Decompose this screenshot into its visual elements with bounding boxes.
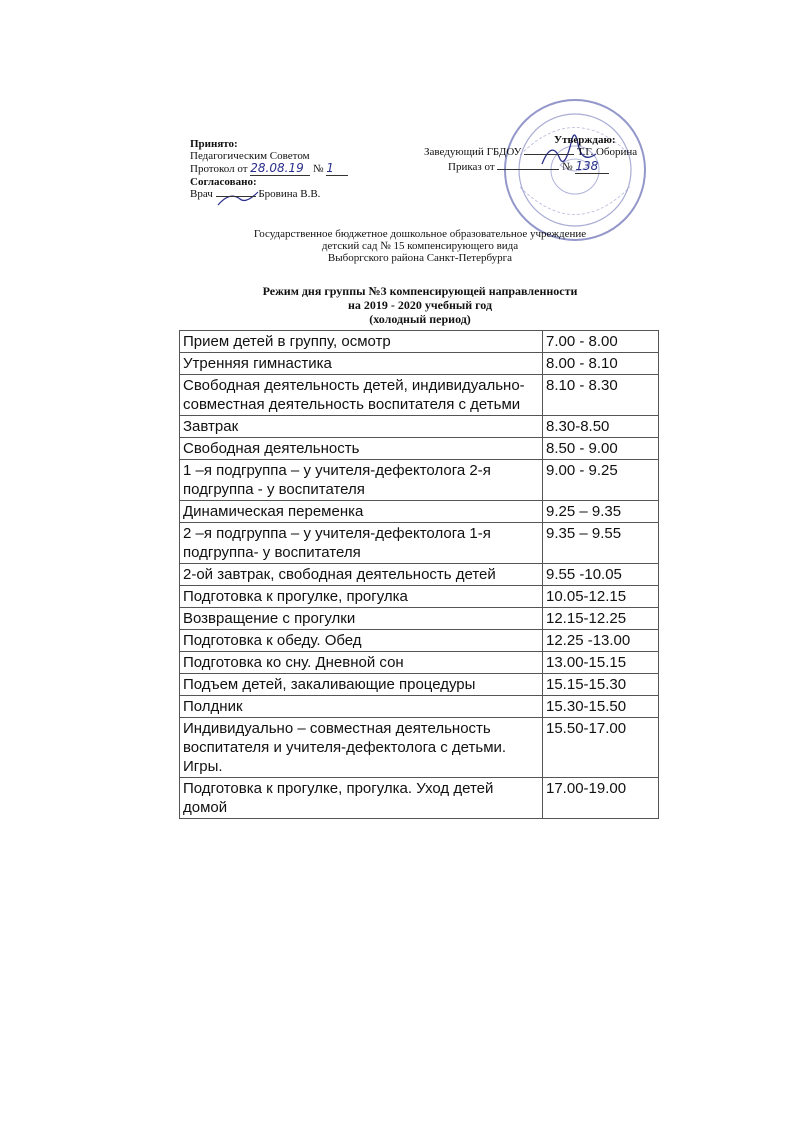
- table-row: [180, 523, 659, 564]
- table-row: [180, 674, 659, 696]
- title-line-1: Режим дня группы №3 компенсирующей направленности: [262, 284, 578, 298]
- head-signature-line: [524, 154, 574, 155]
- time-cell: 9.00 - 9.25: [543, 460, 659, 501]
- approve-label: Утверждаю:: [554, 134, 616, 146]
- time-cell: 13.00-15.15: [543, 652, 659, 674]
- institution-line-2: детский сад № 15 компенсирующего вида: [321, 240, 519, 252]
- time-cell: 15.50-17.00: [543, 718, 659, 778]
- order-date-line: [497, 169, 559, 170]
- activity-cell: Завтрак: [180, 416, 543, 438]
- activity-cell: Свободная деятельность детей, индивидуально-совместная деятельность воспитателя с детьми: [180, 375, 543, 416]
- activity-cell: Индивидуально – совместная деятельность воспитателя и учителя-дефектолога с детьми. Игры.: [180, 718, 543, 778]
- schedule-body: [180, 331, 659, 819]
- table-row: [180, 375, 659, 416]
- time-cell: 8.50 - 9.00: [543, 438, 659, 460]
- title-line-2: на 2019 - 2020 учебный год: [347, 298, 493, 312]
- order-label: Приказ от: [448, 161, 495, 173]
- head-name: Т.Г. Оборина: [576, 146, 638, 158]
- table-row: [180, 501, 659, 523]
- institution-line-1: Государственное бюджетное дошкольное образовательное учреждение: [253, 228, 587, 240]
- table-row: [180, 353, 659, 375]
- activity-cell: Возвращение с прогулки: [180, 608, 543, 630]
- table-row: [180, 416, 659, 438]
- doctor-label: Врач: [190, 188, 213, 200]
- accepted-label: Принято:: [190, 138, 238, 150]
- activity-cell: Свободная деятельность: [180, 438, 543, 460]
- time-cell: 9.25 – 9.35: [543, 501, 659, 523]
- table-row: [180, 438, 659, 460]
- time-cell: 8.10 - 8.30: [543, 375, 659, 416]
- time-cell: 10.05-12.15: [543, 586, 659, 608]
- time-cell: 17.00-19.00: [543, 778, 659, 819]
- time-cell: 15.15-15.30: [543, 674, 659, 696]
- time-cell: 8.30-8.50: [543, 416, 659, 438]
- doctor-signature-line: [216, 196, 256, 197]
- protocol-label: Протокол от: [190, 163, 248, 175]
- head-line: [424, 146, 637, 159]
- time-cell: 8.00 - 8.10: [543, 353, 659, 375]
- table-row: [180, 460, 659, 501]
- activity-cell: Подготовка к прогулке, прогулка. Уход детей домой: [180, 778, 543, 819]
- protocol-number: 1: [326, 162, 348, 176]
- table-row: [180, 652, 659, 674]
- council-text: Педагогическим Советом: [190, 150, 310, 162]
- order-number: 138: [575, 160, 609, 174]
- table-row: [180, 630, 659, 652]
- activity-cell: Подготовка к прогулке, прогулка: [180, 586, 543, 608]
- time-cell: 9.35 – 9.55: [543, 523, 659, 564]
- activity-cell: 1 –я подгруппа – у учителя-дефектолога 2-я подгруппа - у воспитателя: [180, 460, 543, 501]
- time-cell: 12.25 -13.00: [543, 630, 659, 652]
- activity-cell: Динамическая переменка: [180, 501, 543, 523]
- activity-cell: Полдник: [180, 696, 543, 718]
- agreed-label: Согласовано:: [190, 176, 257, 188]
- activity-cell: Подготовка к обеду. Обед: [180, 630, 543, 652]
- activity-cell: Утренняя гимнастика: [180, 353, 543, 375]
- table-row: [180, 778, 659, 819]
- table-row: [180, 586, 659, 608]
- protocol-line: [190, 162, 348, 176]
- table-row: [180, 331, 659, 353]
- head-label: Заведующий ГБДОУ: [424, 146, 522, 158]
- time-cell: 15.30-15.50: [543, 696, 659, 718]
- activity-cell: 2-ой завтрак, свободная деятельность детей: [180, 564, 543, 586]
- activity-cell: 2 –я подгруппа – у учителя-дефектолога 1-я подгруппа- у воспитателя: [180, 523, 543, 564]
- activity-cell: Прием детей в группу, осмотр: [180, 331, 543, 353]
- schedule-table: [179, 330, 659, 819]
- table-row: [180, 718, 659, 778]
- title-line-3: (холодный период): [369, 312, 471, 326]
- table-row: [180, 696, 659, 718]
- doctor-name: Бровина В.В.: [258, 188, 321, 200]
- time-cell: 12.15-12.25: [543, 608, 659, 630]
- order-number-label: №: [562, 161, 573, 173]
- time-cell: 9.55 -10.05: [543, 564, 659, 586]
- doctor-line: [190, 188, 320, 201]
- order-line: [448, 160, 609, 174]
- activity-cell: Подготовка ко сну. Дневной сон: [180, 652, 543, 674]
- activity-cell: Подъем детей, закаливающие процедуры: [180, 674, 543, 696]
- time-cell: 7.00 - 8.00: [543, 331, 659, 353]
- table-row: [180, 608, 659, 630]
- table-row: [180, 564, 659, 586]
- protocol-date: 28.08.19: [250, 162, 310, 176]
- protocol-number-label: №: [313, 163, 324, 175]
- institution-line-3: Выборгского района Санкт-Петербурга: [327, 252, 513, 264]
